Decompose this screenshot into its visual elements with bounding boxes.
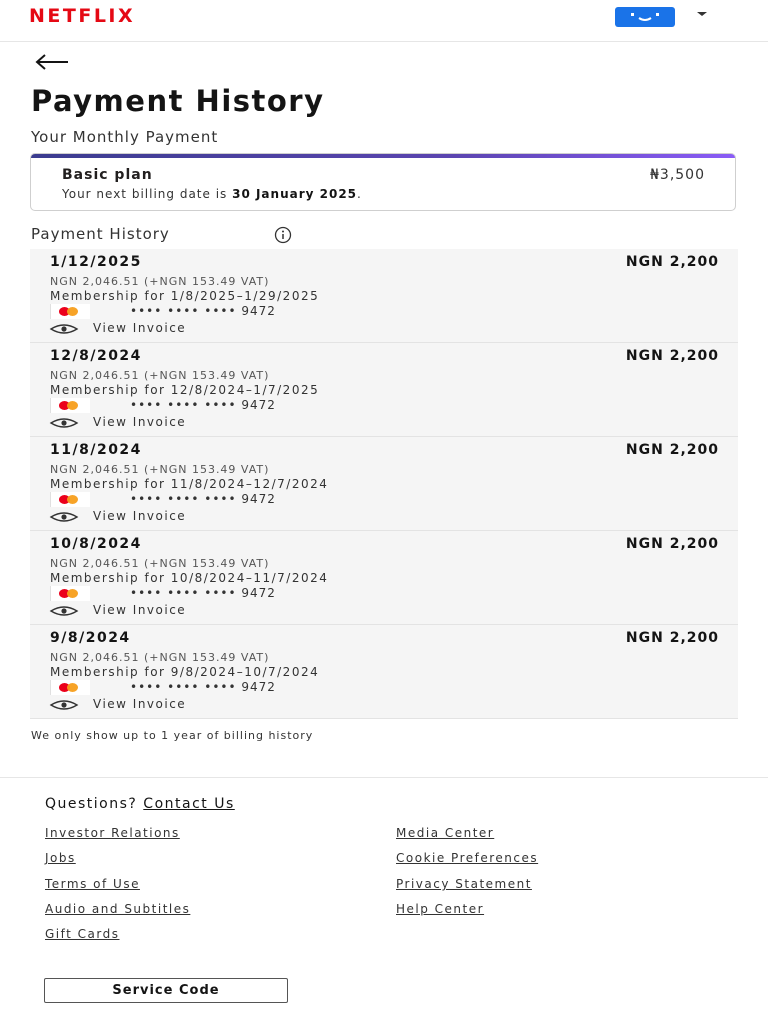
plan-price: ₦3,500: [650, 167, 705, 183]
site-header: [0, 0, 768, 42]
eye-icon: [49, 511, 79, 523]
card-number: •••• •••• •••• 9472: [130, 304, 276, 318]
contact-us-link[interactable]: Contact Us: [143, 796, 235, 812]
plan-name: Basic plan: [62, 167, 153, 183]
card-number: •••• •••• •••• 9472: [130, 398, 276, 412]
footer-link-investor-relations[interactable]: Investor Relations: [45, 826, 180, 840]
footer-link-help-center[interactable]: Help Center: [396, 902, 485, 916]
payment-date: 10/8/2024: [50, 536, 142, 552]
payment-date: 1/12/2025: [50, 254, 142, 270]
payment-history-list: [30, 249, 738, 719]
footer-link-media-center[interactable]: Media Center: [396, 826, 495, 840]
mastercard-icon: [50, 304, 90, 319]
payment-row: [30, 625, 738, 719]
membership-period: Membership for 10/8/2024–11/7/2024: [50, 571, 329, 585]
eye-icon: [49, 417, 79, 429]
payment-history-heading: Payment History: [31, 225, 170, 243]
monthly-payment-heading: Your Monthly Payment: [31, 128, 219, 146]
payment-amount: NGN 2,200: [625, 254, 719, 270]
next-billing-prefix: Your next billing date is: [62, 187, 233, 201]
mastercard-icon: [50, 586, 90, 601]
payment-row: [30, 249, 738, 343]
plan-card: [30, 153, 736, 211]
membership-period: Membership for 9/8/2024–10/7/2024: [50, 665, 320, 679]
questions-label: Questions?: [45, 796, 144, 812]
page-title: Payment History: [31, 84, 325, 118]
eye-icon: [49, 323, 79, 335]
next-billing-text: [62, 187, 362, 201]
payment-row: [30, 343, 738, 437]
mastercard-icon: [50, 680, 90, 695]
billing-history-note: We only show up to 1 year of billing history: [31, 729, 314, 742]
payment-vat: NGN 2,046.51 (+NGN 153.49 VAT): [50, 557, 270, 570]
payment-amount: NGN 2,200: [625, 630, 719, 646]
footer-link-terms-of-use[interactable]: Terms of Use: [45, 877, 140, 891]
view-invoice-link[interactable]: View Invoice: [93, 603, 187, 617]
payment-amount: NGN 2,200: [625, 348, 719, 364]
payment-vat: NGN 2,046.51 (+NGN 153.49 VAT): [50, 651, 270, 664]
footer-link-audio-subtitles[interactable]: Audio and Subtitles: [45, 902, 191, 916]
eye-icon: [49, 699, 79, 711]
card-number: •••• •••• •••• 9472: [130, 492, 276, 506]
profile-avatar-icon[interactable]: [615, 7, 675, 27]
view-invoice-link[interactable]: View Invoice: [93, 509, 187, 523]
membership-period: Membership for 12/8/2024–1/7/2025: [50, 383, 320, 397]
plan-card-accent-bar: [31, 154, 735, 158]
next-billing-date: 30 January 2025: [232, 187, 358, 201]
questions-text: [45, 796, 235, 812]
arrow-left-icon: [34, 52, 70, 72]
footer-divider: [0, 777, 768, 778]
back-button[interactable]: [34, 52, 70, 72]
footer-link-privacy-statement[interactable]: Privacy Statement: [396, 877, 532, 891]
payment-vat: NGN 2,046.51 (+NGN 153.49 VAT): [50, 275, 270, 288]
payment-row: [30, 531, 738, 625]
payment-amount: NGN 2,200: [625, 442, 719, 458]
payment-date: 11/8/2024: [50, 442, 142, 458]
netflix-logo[interactable]: NETFLIX: [29, 5, 136, 27]
membership-period: Membership for 1/8/2025–1/29/2025: [50, 289, 320, 303]
view-invoice-link[interactable]: View Invoice: [93, 321, 187, 335]
card-number: •••• •••• •••• 9472: [130, 680, 276, 694]
eye-icon: [49, 605, 79, 617]
card-number: •••• •••• •••• 9472: [130, 586, 276, 600]
service-code-button[interactable]: Service Code: [44, 978, 288, 1003]
footer-link-cookie-preferences[interactable]: Cookie Preferences: [396, 851, 539, 865]
info-icon[interactable]: [269, 226, 299, 244]
payment-vat: NGN 2,046.51 (+NGN 153.49 VAT): [50, 463, 270, 476]
caret-down-icon[interactable]: [697, 12, 707, 16]
payment-amount: NGN 2,200: [625, 536, 719, 552]
view-invoice-link[interactable]: View Invoice: [93, 415, 187, 429]
footer-link-jobs[interactable]: Jobs: [45, 851, 76, 865]
next-billing-suffix: .: [357, 187, 362, 201]
mastercard-icon: [50, 398, 90, 413]
payment-date: 12/8/2024: [50, 348, 142, 364]
payment-vat: NGN 2,046.51 (+NGN 153.49 VAT): [50, 369, 270, 382]
payment-row: [30, 437, 738, 531]
footer-link-gift-cards[interactable]: Gift Cards: [45, 927, 120, 941]
payment-date: 9/8/2024: [50, 630, 131, 646]
mastercard-icon: [50, 492, 90, 507]
membership-period: Membership for 11/8/2024–12/7/2024: [50, 477, 329, 491]
view-invoice-link[interactable]: View Invoice: [93, 697, 187, 711]
